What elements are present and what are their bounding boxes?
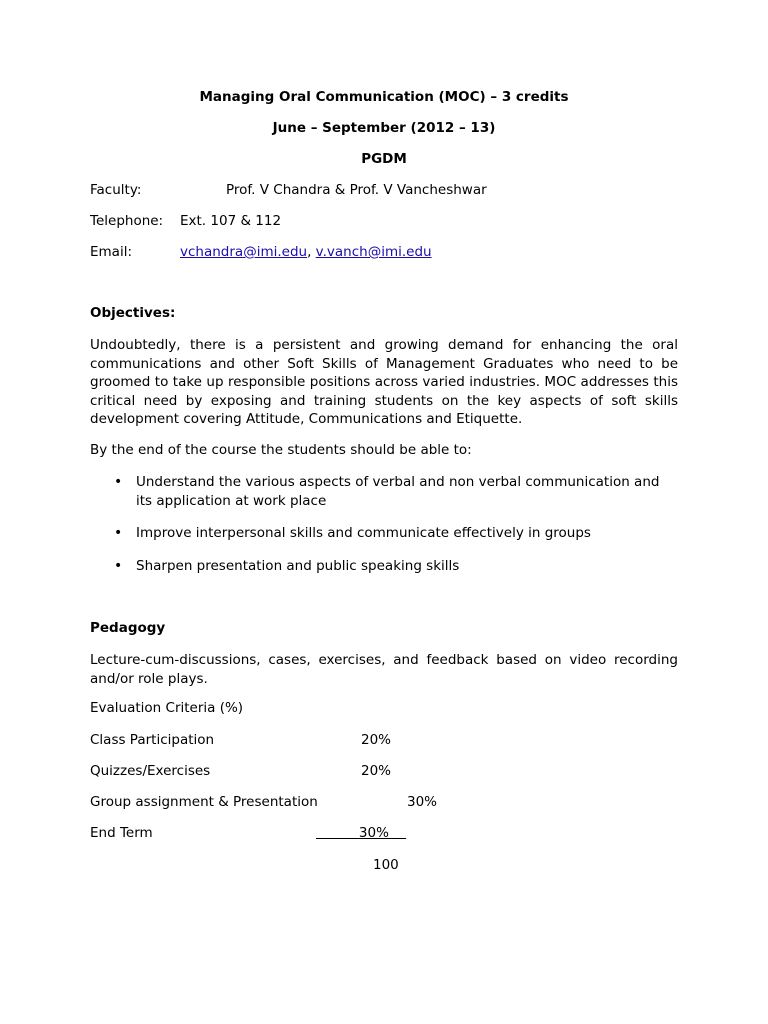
pedagogy-paragraph: Lecture-cum-discussions, cases, exercises, and feedback based on video recording and/or role plays. xyxy=(90,652,678,687)
email-list xyxy=(180,243,432,261)
evaluation-total: 100 xyxy=(373,857,399,873)
email-label: Email: xyxy=(90,244,133,260)
bullet-text: Sharpen presentation and public speaking skills xyxy=(136,558,460,574)
objectives-intro: By the end of the course the students should be able to: xyxy=(90,442,472,458)
telephone-value: Ext. 107 & 112 xyxy=(180,213,282,229)
email-separator: , xyxy=(307,244,312,260)
bullet-icon: • xyxy=(114,525,123,541)
criteria-label: Class Participation xyxy=(90,732,215,748)
program-name: PGDM xyxy=(361,151,407,167)
criteria-label: End Term xyxy=(90,825,153,841)
faculty-value: Prof. V Chandra & Prof. V Vancheshwar xyxy=(226,182,487,198)
bullet-text: Improve interpersonal skills and communicate effectively in groups xyxy=(136,525,591,541)
faculty-label: Faculty: xyxy=(90,182,142,198)
criteria-value: 30% xyxy=(407,794,438,810)
criteria-value: 30% xyxy=(358,825,389,841)
bullet-text: Understand the various aspects of verbal and non verbal communication and its application at work place xyxy=(136,474,660,509)
bullet-icon: • xyxy=(114,474,123,490)
email-link-chandra[interactable]: vchandra@imi.edu xyxy=(180,244,308,260)
pedagogy-heading: Pedagogy xyxy=(90,620,166,636)
objectives-paragraph: Undoubtedly, there is a persistent and growing demand for enhancing the oral communications and other Soft Skills of Management Graduates who need to be groomed to take up responsible positions across varied industries. MOC addresses this critical need by exposing and training students on the key aspects of soft skills development covering Attitude, Communications and Etiquette. xyxy=(90,337,678,427)
evaluation-heading: Evaluation Criteria (%) xyxy=(90,700,244,716)
course-title: Managing Oral Communication (MOC) – 3 credits xyxy=(199,89,569,105)
email-link-vanch[interactable]: v.vanch@imi.edu xyxy=(315,244,432,260)
criteria-value-underlined xyxy=(316,824,406,842)
objectives-heading: Objectives: xyxy=(90,305,176,321)
criteria-label: Group assignment & Presentation xyxy=(90,794,318,810)
criteria-label: Quizzes/Exercises xyxy=(90,763,211,779)
telephone-label: Telephone: xyxy=(90,213,164,229)
course-term: June – September (2012 – 13) xyxy=(272,120,496,136)
criteria-value: 20% xyxy=(361,763,392,779)
criteria-value: 20% xyxy=(361,732,392,748)
bullet-icon: • xyxy=(114,558,123,574)
